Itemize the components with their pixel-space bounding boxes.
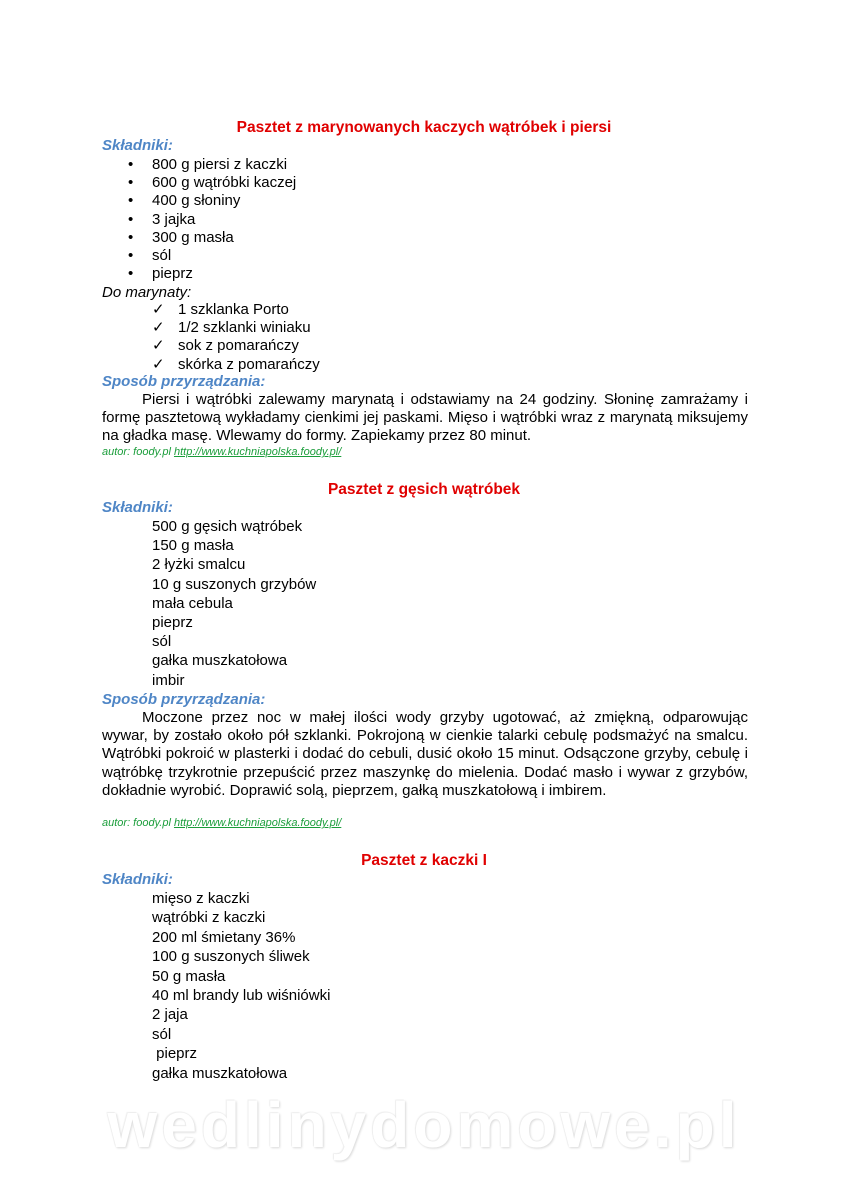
- recipe-2-source: [102, 817, 341, 829]
- recipe-2-method-label: Sposób przyrządzania:: [102, 691, 266, 708]
- recipe-3-title: Pasztet z kaczki I: [361, 852, 487, 869]
- source-link[interactable]: http://www.kuchniapolska.foody.pl/: [173, 446, 342, 458]
- checkmark-icon: ✓: [152, 301, 165, 318]
- recipe-1-ingredients-label: Składniki:: [102, 137, 173, 154]
- recipe-3-ingredients-label: Składniki:: [102, 871, 173, 888]
- recipe-2-title: Pasztet z gęsich wątróbek: [327, 481, 521, 498]
- source-author: autor: foody.pl: [102, 817, 171, 829]
- recipe-1-method-label: Sposób przyrządzania:: [102, 373, 266, 390]
- watermark: wedlinydomowe.pl: [107, 1089, 741, 1161]
- bullet-icon: •: [128, 174, 134, 192]
- recipe-1-title: Pasztet z marynowanych kaczych wątróbek i piersi: [236, 119, 612, 136]
- recipe-2-method: Moczone przez noc w małej ilości wody grzyby ugotować, aż zmiękną, odparowując wywar, by zostało około pół szklanki. Pokrojoną w cienkie talarki cebulę podsmażyć na smalcu. Wątróbki pokroić w plasterki i dodać do cebuli, dusić około 15 minut. Odsączone grzyby, cebulę i wątróbkę trzykrotnie przepuścić przez maszynkę do mielenia. Dodać masło i wywar z grzybów, dokładnie wyrobić. Doprawić solą, pieprzem, gałką muszkatołową i imbirem.: [102, 709, 748, 799]
- bullet-icon: •: [128, 246, 134, 264]
- checkmark-icon: ✓: [152, 319, 165, 337]
- bullet-icon: •: [128, 228, 134, 246]
- bullet-icon: •: [128, 156, 134, 173]
- source-author: autor: foody.pl: [102, 446, 171, 458]
- checkmark-icon: ✓: [152, 337, 165, 355]
- checkmark-icon: ✓: [152, 355, 165, 373]
- source-link[interactable]: http://www.kuchniapolska.foody.pl/: [173, 817, 342, 829]
- bullet-icon: •: [128, 210, 134, 228]
- bullet-icon: •: [128, 265, 134, 283]
- recipe-1-method: Piersi i wątróbki zalewamy marynatą i odstawiamy na 24 godziny. Słoninę zamrażamy i formę pasztetową wykładamy cienkimi jej paskami. Mięso i wątróbki wraz z marynatą miksujemy na gładka masę. Wlewamy do formy. Zapiekamy przez 80 minut.: [102, 391, 748, 445]
- recipe-2-ingredients-label: Składniki:: [102, 499, 173, 516]
- document-page: Pasztet z marynowanych kaczych wątróbek i piersi Składniki: • 800 g piersi z kaczki • 600 g wątróbki kaczej • 400 g słoniny • 3 jajka • 300 g masła • sól • pieprz Do marynaty: ✓ 1 szklanka Porto ✓ 1/2 szklanki winiaku ✓ sok z pomarańczy ✓ skórka z pomarańczy Sposób przyrządzania: Piersi i wątróbki zalewamy marynatą i odstawiamy na 24 godziny. Słoninę zamrażamy i formę pasztetową wykładamy cienkimi jej paskami. Mięso i wątróbki wraz z marynatą miksujemy na gładka masę. Wlewamy do formy. Zapiekamy przez 80 minut. autor: foody.pl http://www.kuchniapolska.foody.pl/ Pasztet z gęsich wątróbek Składniki: 500 g gęsich wątróbek 150 g masła 2 łyżki smalcu 10 g suszonych grzybów mała cebula pieprz sól gałka muszkatołowa imbir Sposób przyrządzania: Moczone przez noc w małej ilości wody grzyby ugotować, aż zmiękną, odparowując wywar, by zostało około pół szklanki. Pokrojoną w cienkie talarki cebulę podsmażyć na smalcu. Wątróbki pokroić w plasterki i dodać do cebuli, dusić około 15 minut. Odsączone grzyby, cebulę i wątróbkę trzykrotnie przepuścić przez maszynkę do mielenia. Dodać masło i wywar z grzybów, dokładnie wyrobić. Doprawić solą, pieprzem, gałką muszkatołową i imbirem. autor: foody.pl http://www.kuchniapolska.foody.pl/ Pasztet z kaczki I Składniki: mięso z kaczki wątróbki z kaczki 200 ml śmietany 36% 100 g suszonych śliwek 50 g masła 40 ml brandy lub wiśniówki 2 jaja sól pieprz gałka muszkatołowa wedlinydomowe.pl: [0, 0, 848, 1200]
- recipe-1-marinade-label: Do marynaty:: [102, 284, 192, 301]
- recipe-1-source: [102, 446, 341, 458]
- bullet-icon: •: [128, 192, 134, 210]
